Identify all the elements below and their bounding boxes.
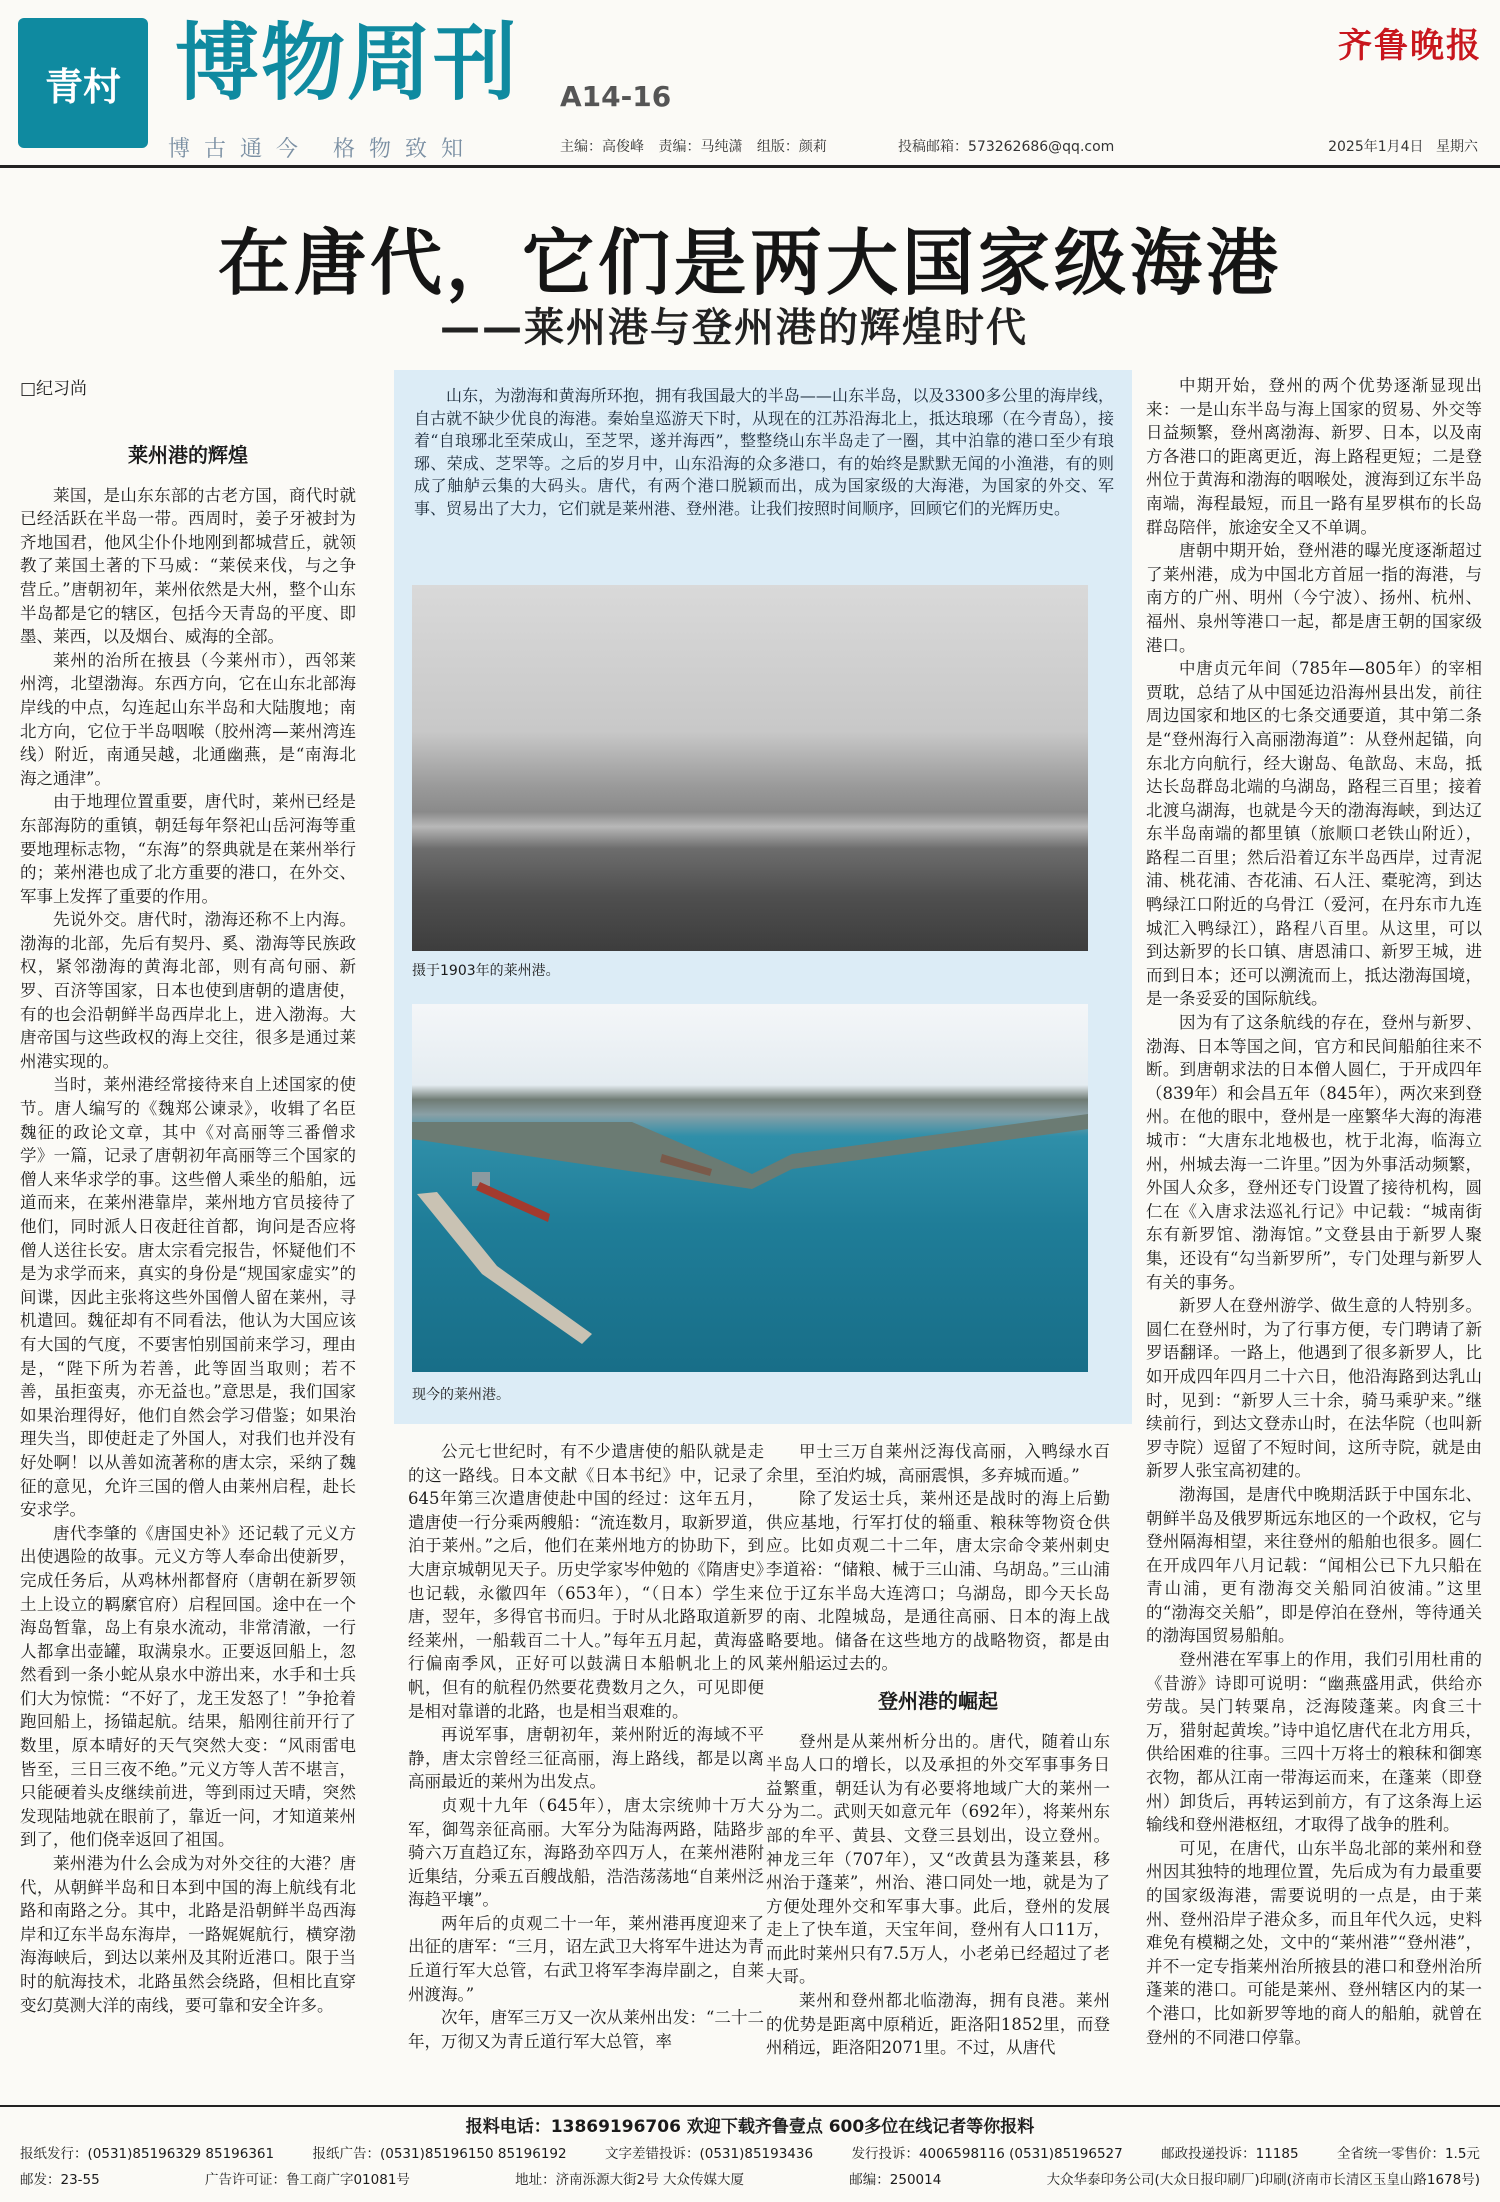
photo-caption: 摄于1903年的莱州港。	[412, 963, 560, 979]
paragraph: 渤海国，是唐代中晚期活跃于中国东北、朝鲜半岛及俄罗斯远东地区的一个政权，它与登州隔海相望，来往登州的船舶也很多。圆仁在开成四年八月记载：“闻相公已下九只船在青山浦，更有渤海交关船同泊彼浦。”这里的“渤海交关船”，即是停泊在登州，等待通关的渤海国贸易船舶。	[1146, 1484, 1482, 1646]
article-column-1	[20, 430, 356, 2070]
footer-item: 邮发：23-55	[20, 2172, 100, 2188]
footer-item: 邮政投递投诉：11185	[1161, 2146, 1299, 2162]
paragraph: 莱国，是山东东部的古老方国，商代时就已经活跃在半岛一带。西周时，姜子牙被封为齐地国君，他风尘仆仆地刚到都城营丘，就领教了莱国土著的下马威：“莱侯来伐，与之争营丘。”唐朝初年，莱州依然是大州，整个山东半岛都是它的辖区，包括今天青岛的平度、即墨、莱西，以及烟台、威海的全部。	[20, 485, 356, 647]
footer-item: 大众华泰印务公司(大众日报印刷厂)印刷(济南市长清区玉皇山路1678号)	[1046, 2172, 1480, 2188]
paragraph: 登州港在军事上的作用，我们引用杜甫的《昔游》诗即可说明：“幽燕盛用武，供给亦劳哉。吴门转粟帛，泛海陵蓬莱。肉食三十万，猎射起黄埃。”诗中追忆唐代在北方用兵，供给困难的往事。三四十万将士的粮秣和御寒衣物，都从江南一带海运而来，在蓬莱（即登州）卸货后，再转运到前方，有了这条海上运输线和登州港枢纽，才取得了战争的胜利。	[1146, 1650, 1482, 1835]
footer-contacts	[20, 2142, 1480, 2162]
editor-credits: 主编：高俊峰 责编：马纯潇 组版：颜莉	[560, 139, 827, 155]
subheadline: ——莱州港与登州港的辉煌时代	[440, 305, 1028, 351]
submission-email: 投稿邮箱：573262686@qq.com	[898, 139, 1115, 155]
footer-item: 邮编：250014	[849, 2172, 942, 2188]
port-sketch	[412, 1004, 1088, 1372]
paragraph: 登州是从莱州析分出的。唐代，随着山东半岛人口的增长，以及承担的外交军事事务日益繁重，朝廷认为有必要将地域广大的莱州一分为二。武则天如意元年（692年），将莱州东部的牟平、黄县、文登三县划出，设立登州。神龙三年（707年），又“改黄县为蓬莱县，移州治于蓬莱”，州治、港口同处一地，就是为了方便处理外交和军事大事。此后，登州的发展走上了快车道，天宝年间，登州有人口11万，而此时莱州只有7.5万人，小老弟已经超过了老大哥。	[766, 1731, 1110, 1987]
paragraph: 除了发运士兵，莱州还是战时的海上后勤供应基地，行军打仗的辎重、粮秣等物资仓供应。比如贞观二十二年，唐太宗命令莱州刺史李道裕：“储粮、械于三山浦、乌胡岛。”三山浦位于辽东半岛大连湾口；乌湖岛，即今天长岛的南、北隍城岛，是通往高丽、日本的海上战略要地。储备在这些地方的战略物资，都是由莱州船运过去的。	[766, 1489, 1110, 1674]
paragraph: 新罗人在登州游学、做生意的人特别多。圆仁在登州时，为了行事方便，专门聘请了新罗语翻译。一路上，他遇到了很多新罗人，比如开成四年四月二十六日，他沿海路到达乳山时，见到：“新罗人三十余，骑马乘驴来。”继续前行，到达文登赤山时，在法华院（也叫新罗寺院）逗留了不短时间，这所寺院，就是由新罗人张宝高初建的。	[1146, 1296, 1482, 1481]
byline: □纪习尚	[20, 379, 88, 399]
newspaper-name: 齐鲁晚报	[1338, 26, 1482, 66]
paragraph: 甲士三万自莱州泛海伐高丽，入鸭绿水百余里，至泊灼城，高丽震惧，多弃城而遁。”	[766, 1442, 1110, 1485]
issue-date: 2025年1月4日 星期六	[1328, 139, 1478, 155]
section-heading-dengzhou: 登州港的崛起	[878, 1688, 998, 1713]
paragraph: 因为有了这条航线的存在，登州与新罗、渤海、日本等国之间，官方和民间船舶往来不断。到唐朝求法的日本僧人圆仁，于开成四年（839年）和会昌五年（845年），两次来到登州。在他的眼中，登州是一座繁华大海的海港城市：“大唐东北地极也，枕于北海，临海立州，州城去海一二许里。”因为外事活动频繁，外国人众多，登州还专门设置了接待机构，圆仁在《入唐求法巡礼行记》中记载：“城南街东有新罗馆、渤海馆。”文登县由于新罗人聚集，还设有“勾当新罗所”，专门处理与新罗人有关的事务。	[1146, 1013, 1482, 1292]
paragraph: 中唐贞元年间（785年—805年）的宰相贾耽，总结了从中国延边沿海州县出发，前往周边国家和地区的七条交通要道，其中第二条是“登州海行入高丽渤海道”：从登州起锚，向东北方向航行，经大谢岛、龟歆岛、末岛，抵达长岛群岛北端的乌湖岛，路程三百里；接着北渡乌湖海，也就是今天的渤海海峡，到达辽东半岛南端的都里镇（旅顺口老铁山附近），路程二百里；然后沿着辽东半岛西岸，过青泥浦、桃花浦、杏花浦、石人汪、橐驼湾，到达鸭绿江口附近的乌骨江（爱河，在丹东市九连城汇入鸭绿江），路程八百里。从这里，可以到达新罗的长口镇、唐恩浦口、新罗王城，进而到日本；还可以溯流而上，抵达渤海国境，是一条妥妥的国际航线。	[1146, 659, 1482, 1009]
article-column-3	[766, 1440, 1110, 2070]
paragraph: 再说军事，唐朝初年，莱州附近的海域不平静，唐太宗曾经三征高丽，海上路线，都是以离高丽最近的莱州为出发点。	[408, 1725, 764, 1792]
paragraph: 中期开始，登州的两个优势逐渐显现出来：一是山东半岛与海上国家的贸易、外交等日益频繁，登州离渤海、新罗、日本，以及南方各港口的距离更近，海上路程更短；二是登州位于黄海和渤海的咽喉处，渡海到辽东半岛南端，海程最短，而且一路有星罗棋布的长岛群岛陪伴，旅途安全又不单调。	[1146, 376, 1482, 537]
paragraph: 先说外交。唐代时，渤海还称不上内海。渤海的北部，先后有契丹、奚、渤海等民族政权，紧邻渤海的黄海北部，则有高句丽、新罗、百济等国家，日本也使到唐朝的遣唐使，有的也会沿朝鲜半岛西岸北上，进入渤海。大唐帝国与这些政权的海上交往，很多是通过莱州港实现的。	[20, 910, 356, 1071]
motto: 博古通今 格物致知	[168, 137, 477, 162]
supplement-title: 博物周刊	[175, 14, 520, 112]
paragraph: 两年后的贞观二十一年，莱州港再度迎来了出征的唐军：“三月，诏左武卫大将军牛进达为青丘道行军大总管，右武卫将军李海岸副之，自莱州渡海。”	[408, 1913, 764, 2004]
footer-hotline: 报料电话：13869196706 欢迎下载齐鲁壹点 600多位在线记者等你报料	[465, 2117, 1035, 2137]
photo-caption: 现今的莱州港。	[412, 1387, 510, 1403]
logo-mark: 青村	[18, 18, 148, 148]
footer-item: 文字差错投诉：(0531)85193436	[604, 2146, 814, 2162]
headline: 在唐代，它们是两大国家级海港	[217, 221, 1282, 305]
footer-item: 报纸广告：(0531)85196150 85196192	[312, 2146, 567, 2162]
masthead	[0, 0, 1500, 168]
lead-paragraph: 山东，为渤海和黄海所环抱，拥有我国最大的半岛——山东半岛，以及3300多公里的海岸线，自古就不缺少优良的海港。秦始皇巡游天下时，从现在的江苏沿海北上，抵达琅琊（在今青岛），接着“自琅琊北至荣成山，至芝罘，遂并海西”，整整绕山东半岛走了一圈，其中泊靠的港口至少有琅琊、荣成、芝罘等。之后的岁月中，山东沿海的众多港口，有的始终是默默无闻的小渔港，有的则成了舳舻云集的大码头。唐代，有两个港口脱颖而出，成为国家级的大海港，为国家的外交、军事、贸易出了大力，它们就是莱州港、登州港。让我们按照时间顺序，回顾它们的光辉历史。	[414, 386, 1114, 518]
footer-item: 广告许可证：鲁工商广字01081号	[204, 2172, 410, 2188]
paragraph: 当时，莱州港经常接待来自上述国家的使节。唐人编写的《魏郑公谏录》，收辑了名臣魏征的政论文章，其中《对高丽等三番僧求学》一篇，记录了唐朝初年高丽等三个国家的僧人来华求学的事。这些僧人乘坐的船舶，远道而来，在莱州港靠岸，莱州地方官员接待了他们，同时派人日夜赶往首都，询问是否应将僧人送往长安。唐太宗看完报告，怀疑他们不是为求学而来，真实的身份是“规国家虚实”的间谍，因此主张将这些外国僧人留在莱州，寻机遣回。魏征却有不同看法，他认为大国应该有大国的气度，不要害怕别国前来学习，理由是，“陛下所为若善，此等固当取则；若不善，虽拒蛮夷，亦无益也。”意思是，我们国家如果治理得好，他们自然会学习借鉴；如果治理失当，即使赶走了外国人，对我们也并没有好处啊！以从善如流著称的唐太宗，采纳了魏征的意见，允许三国的僧人由莱州启程，赴长安求学。	[20, 1075, 356, 1520]
page-number: A14-16	[560, 80, 672, 113]
photo-laizhou-1903	[412, 585, 1088, 951]
footer-item: 地址：济南泺源大街2号 大众传媒大厦	[515, 2172, 745, 2188]
paragraph: 次年，唐军三万又一次从莱州出发：“二十二年，万彻又为青丘道行军大总管，率	[408, 2008, 764, 2051]
article-column-4	[1146, 374, 1482, 2070]
footer-imprint	[20, 2168, 1480, 2188]
photo-laizhou-today	[412, 1004, 1088, 1372]
paragraph: 莱州的治所在掖县（今莱州市），西邻莱州湾，北望渤海。东西方向，它在山东北部海岸线的中点，勾连起山东半岛和大陆腹地；南北方向，它位于半岛咽喉（胶州湾—莱州湾连线）附近，南通吴越，北通幽燕，是“南海北海之通津”。	[20, 650, 356, 788]
paragraph: 莱州和登州都北临渤海，拥有良港。莱州的优势是距离中原稍近，距洛阳1852里，而登州稍远，距洛阳2071里。不过，从唐代	[766, 1991, 1110, 2058]
footer-item: 报纸发行：(0531)85196329 85196361	[20, 2146, 275, 2162]
paragraph: 唐代李肇的《唐国史补》还记载了元义方出使遇险的故事。元义方等人奉命出使新罗，完成任务后，从鸡林州都督府（唐朝在新罗领土上设立的羁縻官府）启程回国。途中在一个海岛暂靠，岛上有泉水流动，非常清澈，一行人都拿出壶罐，取满泉水。正要返回船上，忽然看到一条小蛇从泉水中游出来，水手和士兵们大为惊慌：“不好了，龙王发怒了！”争抢着跑回船上，扬锚起航。结果，船刚往前开行了数里，原本晴好的天气突然大变：“风雨雷电皆至，三日三夜不绝。”元义方等人苦不堪言，只能硬着头皮继续前进，等到雨过天晴，突然发现陆地就在眼前了，靠近一问，才知道莱州到了，他们侥幸返回了祖国。	[20, 1523, 356, 1850]
footer-rule	[0, 2105, 1500, 2107]
article-column-2	[408, 1440, 764, 2070]
footer-item: 全省统一零售价：1.5元	[1336, 2146, 1480, 2162]
paragraph: 由于地理位置重要，唐代时，莱州已经是东部海防的重镇，朝廷每年祭祀山岳河海等重要地理标志物，“东海”的祭典就是在莱州举行的；莱州港也成了北方重要的港口，在外交、军事上发挥了重要的作用。	[20, 792, 356, 906]
paragraph: 贞观十九年（645年），唐太宗统帅十万大军，御驾亲征高丽。大军分为陆海两路，陆路步骑六万直趋辽东，海路劲卒四万人，在莱州港附近集结，分乘五百艘战船，浩浩荡荡地“自莱州泛海趋平壤”。	[408, 1795, 764, 1910]
section-heading-laizhou: 莱州港的辉煌	[128, 443, 248, 467]
paragraph: 莱州港为什么会成为对外交往的大港？唐代，从朝鲜半岛和日本到中国的海上航线有北路和南路之分。其中，北路是沿朝鲜半岛西海岸和辽东半岛东海岸，一路娓娓航行，横穿渤海海峡后，到达以莱州及其附近港口。限于当时的航海技术，北路虽然会绕路，但相比直穿变幻莫测大洋的南线，要可靠和安全许多。	[20, 1854, 356, 2015]
footer-item: 发行投诉：4006598116 (0531)85196527	[851, 2146, 1123, 2162]
paragraph: 唐朝中期开始，登州港的曝光度逐渐超过了莱州港，成为中国北方首屈一指的海港，与南方的广州、明州（今宁波）、扬州、杭州、福州、泉州等港口一起，都是唐王朝的国家级港口。	[1146, 541, 1482, 655]
paragraph: 公元七世纪时，有不少遣唐使的船队就是走的这一路线。日本文献《日本书纪》中，记录了645年第三次遣唐使赴中国的经过：这年五月，遣唐使一行分乘两艘船：“流连数月，取新罗道，泊于莱州。”之后，他们在莱州地方的协助下，到大唐京城朝见天子。历史学家岑仲勉的《隋唐史》也记载，永徽四年（653年），“（日本）学生来唐，翌年，多得官书而归。于时从北路取道新罗经莱州，一船载百二十人。”每年五月起，黄海盛行偏南季风，正好可以鼓满日本船帆北上的风帆，但有的航程仍然要花费数月之久，可见即便是相对靠谱的北路，也是相当艰难的。	[408, 1442, 764, 1721]
masthead-rule	[0, 165, 1500, 168]
paragraph: 可见，在唐代，山东半岛北部的莱州和登州因其独特的地理位置，先后成为有力最重要的国家级海港，需要说明的一点是，由于莱州、登州沿岸子港众多，而且年代久远，史料难免有模糊之处，文中的“莱州港”“登州港”，并不一定专指莱州治所掖县的港口和登州治所蓬莱的港口。可能是莱州、登州辖区内的某一个港口，比如新罗等地的商人的船舶，就曾在登州的不同港口停靠。	[1146, 1838, 1482, 2047]
